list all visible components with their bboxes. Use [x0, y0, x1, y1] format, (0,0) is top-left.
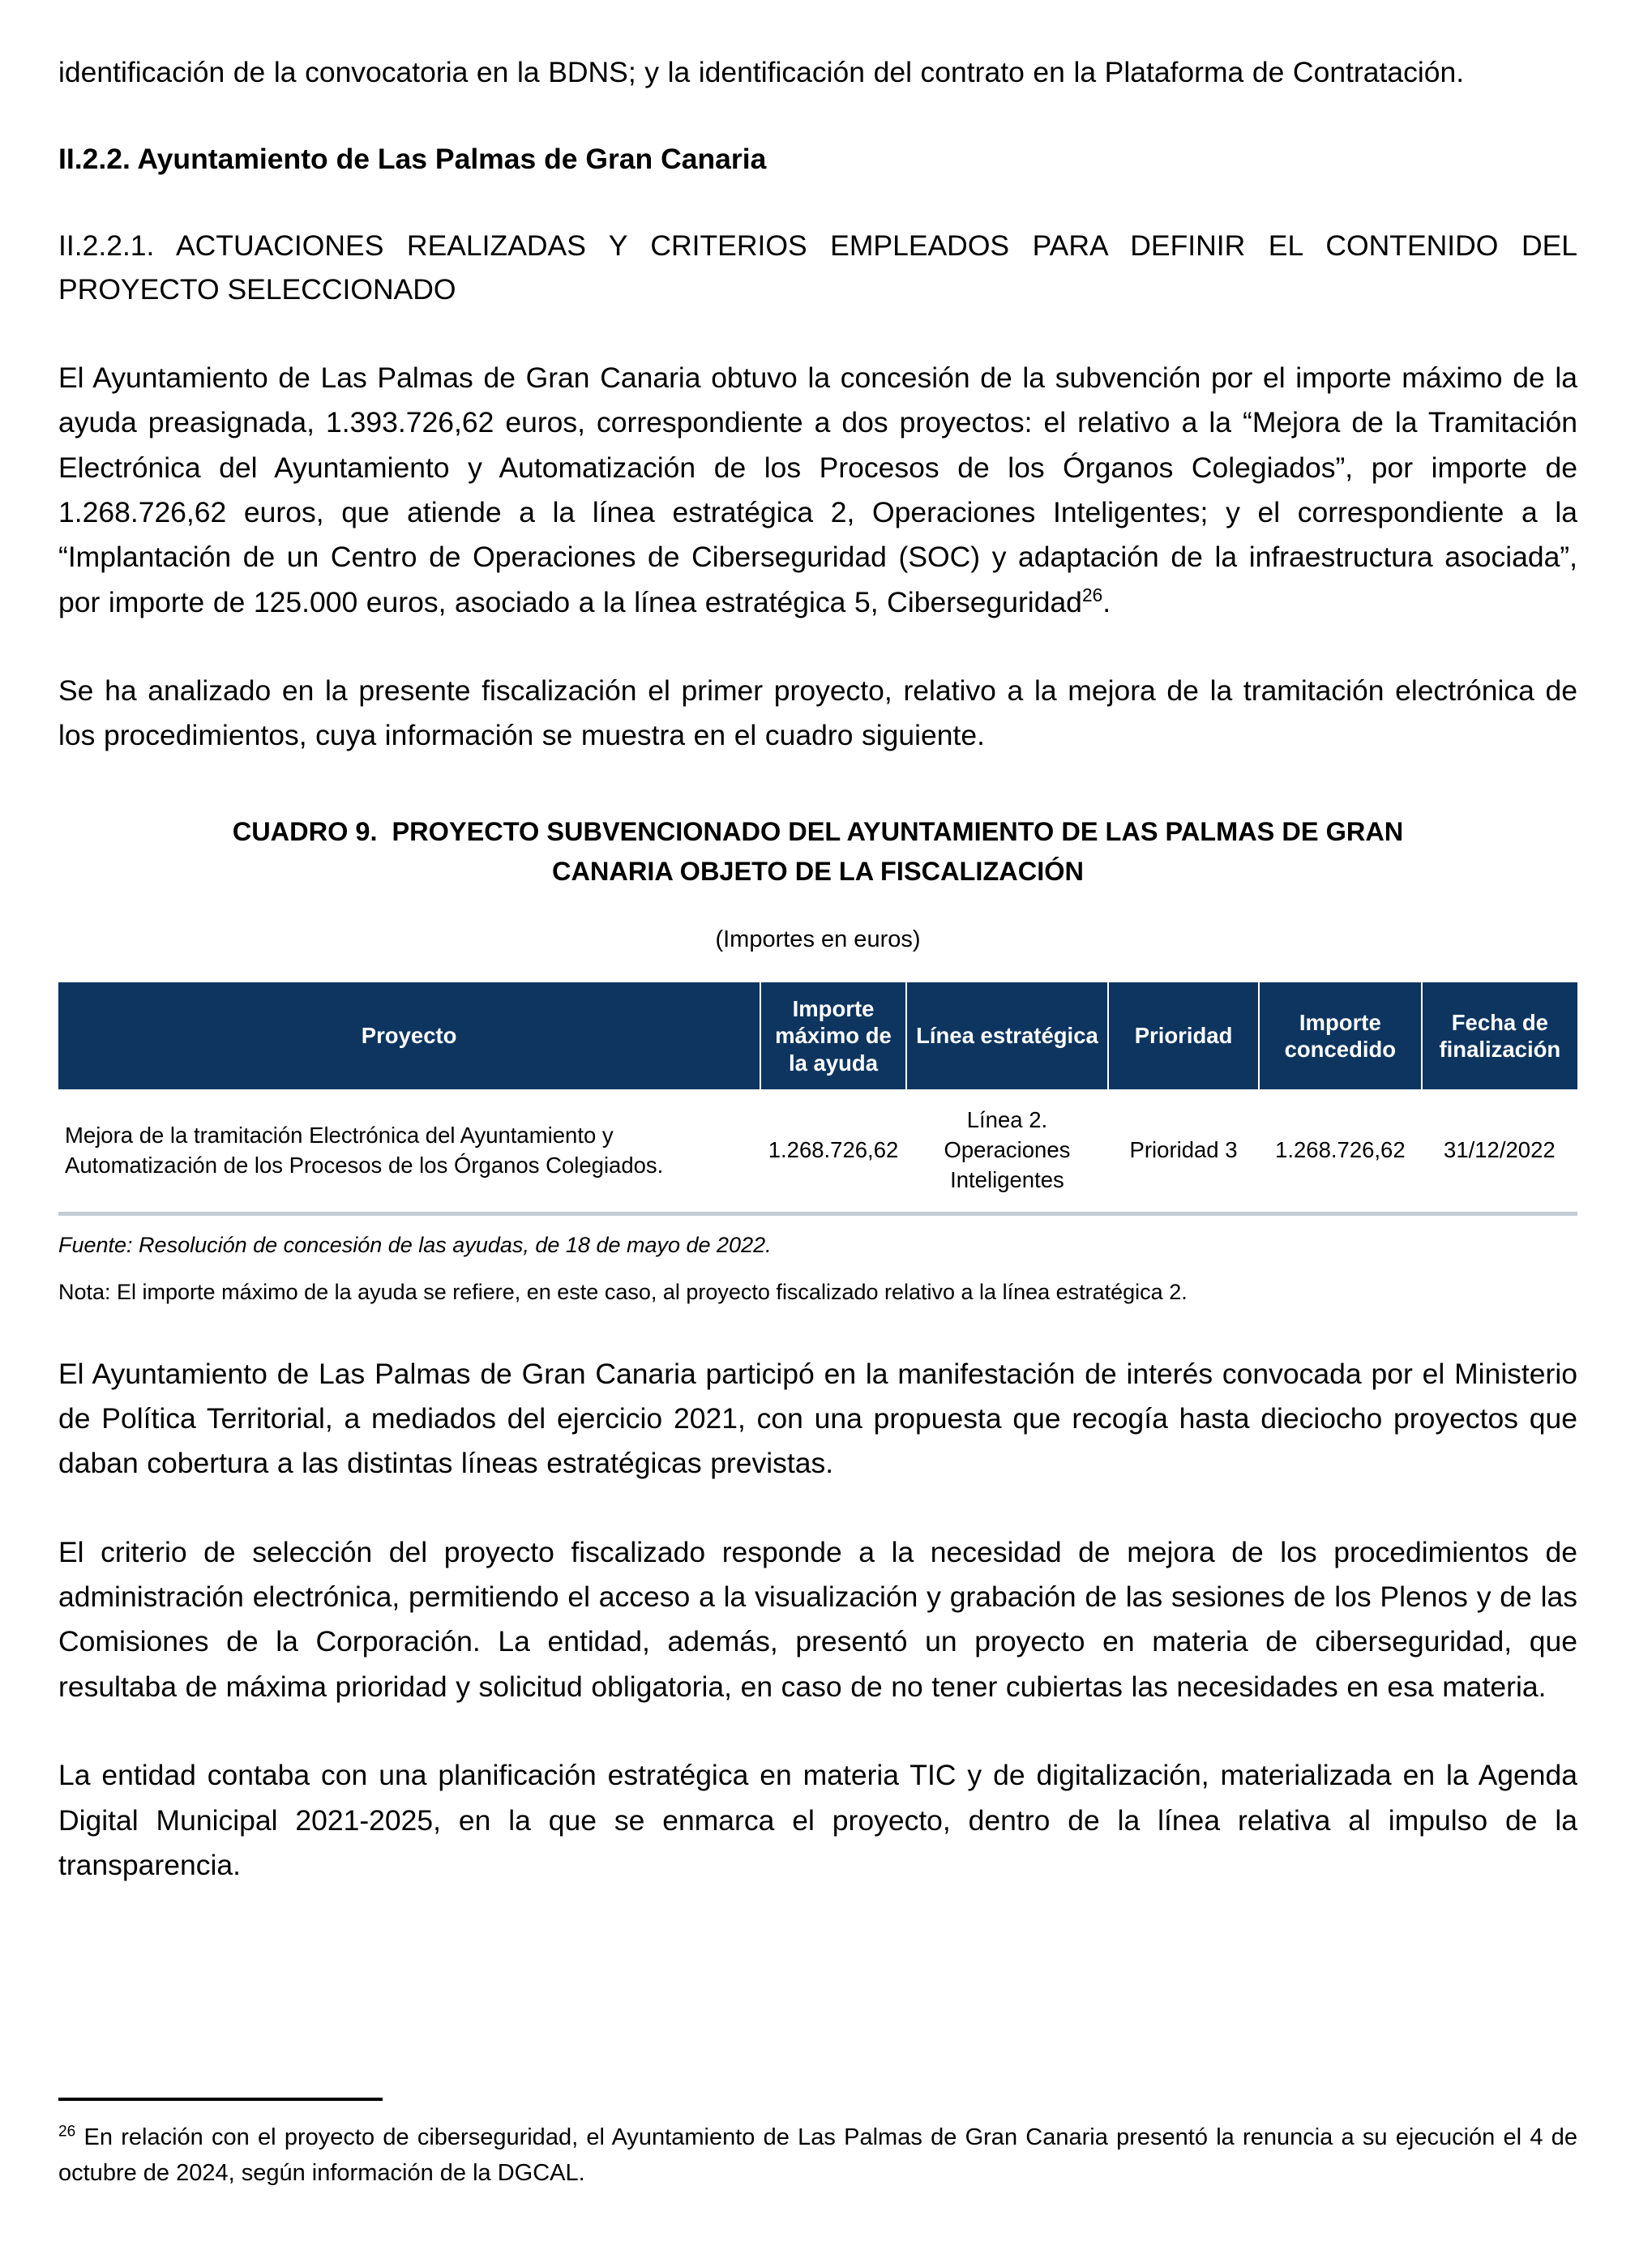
paragraph-planificacion: La entidad contaba con una planificación estratégica en materia TIC y de digitalización, materializada en la Agenda Digital Municipal 2021-2025, en la que se enmarca el proyecto, dentro de la línea relativa al impulso de la transparencia. [58, 1759, 1577, 1881]
cell-fecha-finalizacion: 31/12/2022 [1422, 1089, 1577, 1213]
paragraph-concesion-period: . [1102, 585, 1111, 618]
paragraph-analisis: Se ha analizado en la presente fiscalización el primer proyecto, relativo a la mejora de la tramitación electrónica de los procedimientos, cuya información se muestra en el cuadro siguiente. [58, 674, 1577, 752]
table-header [58, 982, 1577, 1090]
section-heading: II.2.2. Ayuntamiento de Las Palmas de Gran Canaria [58, 143, 767, 176]
table-caption [169, 812, 1466, 892]
cell-proyecto: Mejora de la tramitación Electrónica del Ayuntamiento y Automatización de los Procesos de los Órganos Colegiados. [58, 1089, 760, 1213]
table-row [58, 1089, 1577, 1213]
table-header-row [58, 982, 1577, 1090]
column-header-importe-maximo: Importe máximo de la ayuda [760, 982, 906, 1090]
subsection-heading: II.2.2.1. ACTUACIONES REALIZADAS Y CRITERIOS EMPLEADOS PARA DEFINIR EL CONTENIDO DEL PROYECTO SELECCIONADO [58, 229, 1577, 306]
cell-prioridad: Prioridad 3 [1108, 1089, 1259, 1213]
table-units-note: (Importes en euros) [715, 926, 921, 953]
cell-linea-estrategica: Línea 2. Operaciones Inteligentes [906, 1089, 1108, 1213]
column-header-fecha-finalizacion: Fecha de finalización [1422, 982, 1577, 1090]
table-caption-number: CUADRO 9. [232, 816, 378, 846]
paragraph-manifestacion: El Ayuntamiento de Las Palmas de Gran Canaria participó en la manifestación de interés convocada por el Ministerio de Política Territorial, a mediados del ejercicio 2021, con una propuesta que recogía hasta dieciocho proyectos que daban cobertura a las distintas líneas estratégicas previstas. [58, 1357, 1577, 1480]
footnote-body: En relación con el proyecto de ciberseguridad, el Ayuntamiento de Las Palmas de Gran Canaria presentó la renuncia a su ejecución el 4 de octubre de 2024, según información de la DGCAL. [58, 2124, 1577, 2186]
footnote-reference-26: 26 [1081, 584, 1103, 605]
table-caption-text: PROYECTO SUBVENCIONADO DEL AYUNTAMIENTO DE LAS PALMAS DE GRAN CANARIA OBJETO DE LA FISCALIZACIÓN [392, 816, 1404, 886]
footnote-separator [58, 2098, 383, 2101]
cell-importe-maximo: 1.268.726,62 [760, 1089, 906, 1213]
paragraph-concesion [58, 356, 1577, 625]
column-header-linea-estrategica: Línea estratégica [906, 982, 1108, 1090]
table-source: Fuente: Resolución de concesión de las ayudas, de 18 de mayo de 2022. [58, 1233, 772, 1258]
paragraph-criterio: El criterio de selección del proyecto fiscalizado responde a la necesidad de mejora de los procedimientos de administración electrónica, permitiendo el acceso a la visualización y grabación de las sesiones de los Plenos y de las Comisiones de la Corporación. La entidad, además, presentó un proyecto en materia de ciberseguridad, que resultaba de máxima prioridad y solicitud obligatoria, en caso de no tener cubiertas las necesidades en esa materia. [58, 1535, 1577, 1703]
table-note: Nota: El importe máximo de la ayuda se refiere, en este caso, al proyecto fiscalizado relativo a la línea estratégica 2. [58, 1279, 1188, 1304]
footnote-area [58, 2098, 1577, 2191]
column-header-importe-concedido: Importe concedido [1259, 982, 1422, 1090]
cell-importe-concedido: 1.268.726,62 [1259, 1089, 1422, 1213]
column-header-prioridad: Prioridad [1108, 982, 1259, 1090]
paragraph-concesion-text: El Ayuntamiento de Las Palmas de Gran Canaria obtuvo la concesión de la subvención por el importe máximo de la ayuda preasignada, 1.393.726,62 euros, correspondiente a dos proyectos: el relativo a la “Mejora de la Tramitación Electrónica del Ayuntamiento y Automatización de los Procesos de los Órganos Colegiados”, por importe de 1.268.726,62 euros, que atiende a la línea estratégica 2, Operaciones Inteligentes; y el correspondiente a la “Implantación de un Centro de Operaciones de Ciberseguridad (SOC) y adaptación de la infraestructura asociada”, por importe de 125.000 euros, asociado a la línea estratégica 5, Ciberseguridad [58, 361, 1577, 618]
intro-paragraph: identificación de la convocatoria en la BDNS; y la identificación del contrato en la Plataforma de Contratación. [58, 56, 1465, 88]
table-body [58, 1089, 1577, 1213]
footnote-26 [58, 2120, 1577, 2191]
footnote-marker: 26 [58, 2123, 76, 2141]
subsidized-project-table [58, 982, 1577, 1216]
column-header-proyecto: Proyecto [58, 982, 760, 1090]
page-content [58, 0, 1577, 1888]
